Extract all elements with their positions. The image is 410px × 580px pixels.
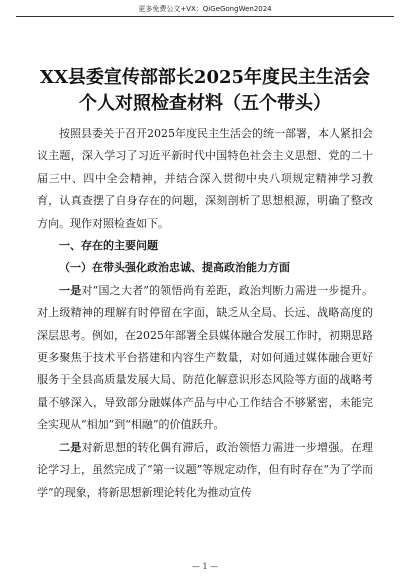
title-line-1: XX县委宣传部部长2025年度民主生活会 (39, 67, 371, 88)
subsection-heading: （一）在带头强化政治忠诚、提高政治能力方面 (59, 261, 290, 275)
intro-paragraph: 按照县委关于召开2025年度民主生活会的统一部署，本人紧扣会议主题，深入学习了习近平新时代中国特色社会主义思想、党的二十届三中、四中全会精神，并结合深入贯彻中央八项规定精神学习教育，认真查摆了自身存在的问题，深刻剖析了思想根源，明确了整改方向。现作对照检查如下。 (37, 127, 373, 230)
title-line-2: 个人对照检查材料（五个带头） (79, 93, 331, 114)
issue-paragraph-1 (37, 280, 373, 437)
issue-paragraph-2 (37, 437, 373, 504)
document-title (20, 65, 390, 117)
section-heading: 一、存在的主要问题 (59, 239, 158, 253)
issue-lead-1: 一是 (59, 283, 82, 297)
issue-text-2: 对新思想的转化偶有滞后，政治领悟力需进一步增强。在理论学习上，虽然完成了“第一议题”等规定动作，但有时存在“为了学而学”的现象，将新思想新理论转化为推动宣传 (37, 440, 374, 499)
issue-text-1: 对“国之大者”的领悟尚有差距，政治判断力需进一步提升。对上级精神的理解有时停留在字面，缺乏从全局、长远、战略高度的深层思考。例如，在2025年部署全县媒体融合发展工作时，初期思路更多聚焦于技术平台搭建和内容生产数量，对如何通过媒体融合更好服务于全县高质量发展大局、防范化解意识形态风险等方面的战略考量不够深入，导致部分融媒体产品与中心工作结合不够紧密，未能完全实现从“相加”到“相融”的价值跃升。 (37, 283, 374, 432)
document-body (37, 123, 373, 504)
issue-lead-2: 二是 (59, 440, 82, 454)
header-note: 更多免费公文+VX：QiGeGongWen2024 (138, 5, 272, 13)
page-number: — 1 — (191, 562, 219, 571)
header-divider (16, 16, 394, 17)
